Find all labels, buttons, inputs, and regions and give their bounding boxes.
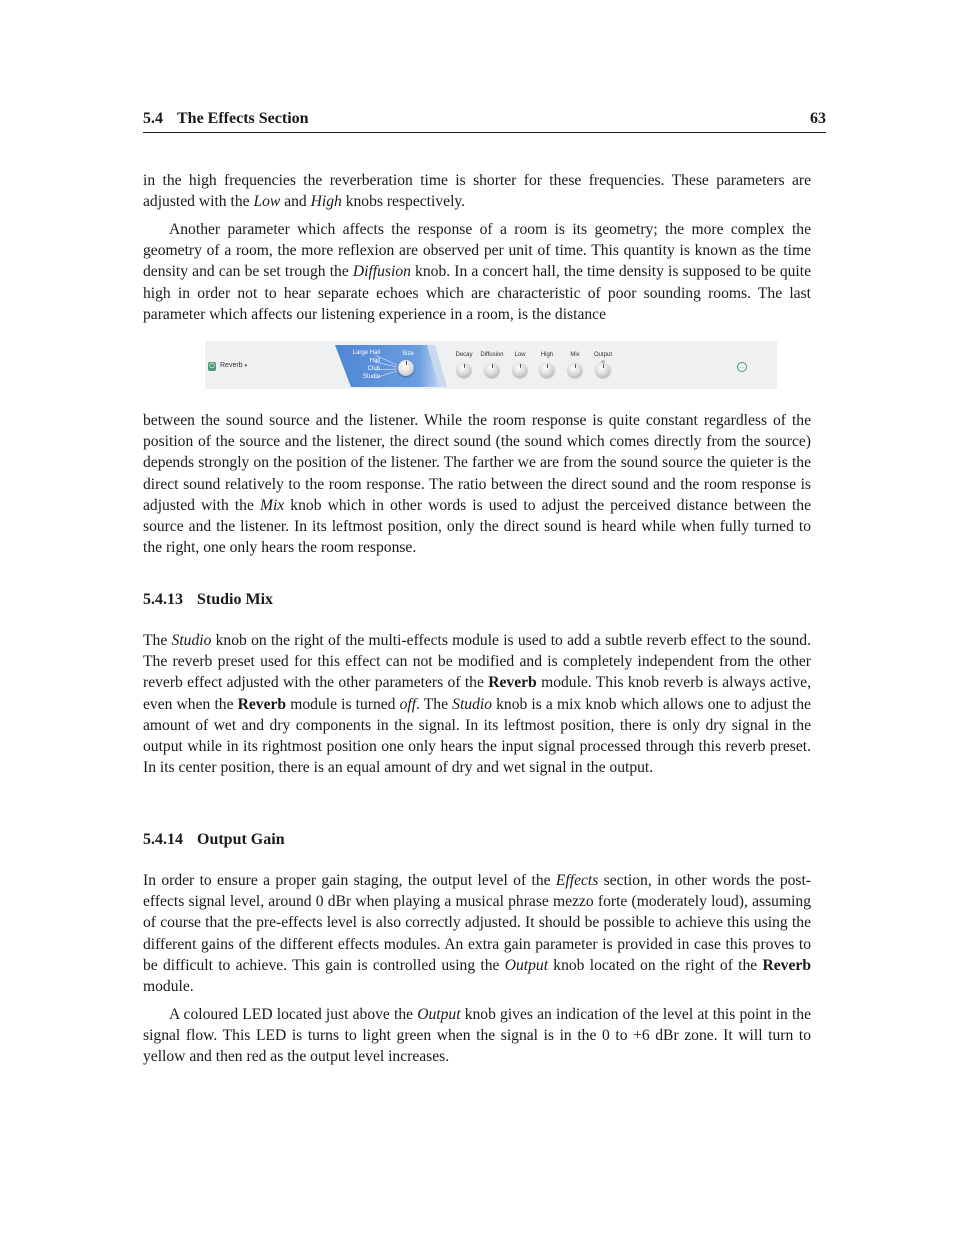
reverb-plugin-strip (205, 341, 777, 389)
emphasis-text: Studio (452, 695, 492, 713)
page-number: 63 (810, 110, 826, 127)
bold-text: Reverb (237, 695, 287, 713)
knob-label-decay: Decay (455, 352, 473, 358)
knob-label-mix: Mix (570, 352, 580, 358)
subsection-number: 5.4.13 (143, 591, 183, 608)
knob-label-diffusion: Diffusion (480, 352, 504, 358)
emphasis-text: Output (417, 1006, 461, 1023)
text-run: knob gives an indication of the level at this point in the signal flow. This LED is turns to light green when the signal is in the 0 to +6 dBr zone. It will turn to yellow and then red as the output level increases. (143, 1006, 811, 1066)
text-run: . The (416, 695, 453, 713)
subsection-heading (143, 591, 273, 609)
text-run: between the sound source and the listener. While the room response is quite constant regardless of the position of the source and the listener, the direct sound (the sound which comes directly from the source) depends strongly on the position of the listener. The farther we are from the sound source the quieter is the direct sound relatively to the room response. The ratio between the direct sound and the room response is adjusted with the (143, 412, 811, 514)
knob-indicator (492, 364, 493, 368)
header-section-title: The Effects Section (177, 110, 309, 127)
emphasis-text: Effects (555, 872, 599, 889)
output-knob[interactable] (596, 363, 610, 377)
text-run: knob located on the right of the (548, 956, 763, 974)
size-knob[interactable] (398, 360, 414, 376)
emphasis-text: Output (504, 956, 549, 974)
emphasis-text: Studio (171, 632, 212, 649)
knob-indicator (547, 364, 548, 368)
paragraph (143, 410, 811, 558)
text-run: knob is a mix knob which allows one to adjust the amount of wet and dry components in the signal. In its leftmost position, there is only dry signal in the output while in its rightmost position one only hears the input signal processed through this reverb preset. In its center position, there is an equal amount of dry and wet signal in the output. (143, 695, 811, 777)
knob-indicator (464, 364, 465, 368)
text-run: In order to ensure a proper gain staging, the output level of the (143, 872, 556, 889)
text-run: knob. In a concert hall, the time density is supposed to be quite high in order not to hear separate echoes which are characteristic of poor sounding rooms. The last parameter which affects our listening experience in a room, is the distance (143, 263, 811, 323)
chevron-down-icon: ▾ (244, 363, 248, 369)
reverb-type-hall[interactable]: Hall (369, 358, 380, 364)
reverb-type-studio[interactable]: Studio (362, 374, 380, 380)
emphasis-text: off (399, 695, 417, 713)
decay-knob[interactable] (457, 363, 471, 377)
bold-text: Reverb (488, 674, 537, 692)
emphasis-text: High (310, 193, 342, 211)
paragraph (143, 1004, 811, 1068)
reverb-type-club[interactable]: Club (367, 366, 380, 372)
knob-label-high: High (540, 352, 554, 358)
knob-label-low: Low (514, 352, 526, 358)
size-label: Size (402, 351, 414, 357)
text-run: Another parameter which affects the response of a room is its geometry; the more complex the geometry of a room, the more reflexion are observed per unit of time. This quantity is known as the time density and can be set trough the (143, 221, 811, 281)
bold-text: Reverb (762, 956, 811, 974)
subsection-title: Output Gain (197, 831, 285, 848)
text-run: knob on the right of the multi-effects module is used to add a subtle reverb effect to the sound. The reverb preset used for this effect can not be modified and is completely independent from the other reverb effect adjusted with the other parameters of the (143, 632, 811, 692)
module-selector[interactable] (220, 362, 247, 369)
text-run: in the high frequencies the reverberation time is shorter for these frequencies. These parameters are adjusted with the (143, 172, 811, 211)
paragraph (143, 870, 811, 997)
power-icon[interactable]: ⏻ (209, 363, 215, 370)
header-section (143, 110, 309, 128)
running-header (143, 110, 826, 133)
knob-indicator (520, 364, 521, 368)
reverb-type-large-hall[interactable]: Large Hall (352, 350, 380, 356)
mix-knob[interactable] (568, 363, 582, 377)
text-run: knobs respectively. (341, 193, 466, 211)
diffusion-knob[interactable] (485, 363, 499, 377)
text-run: section, in other words the post-effects signal level, around 0 dBr when playing a musical phrase mezzo forte (moderately loud), assuming of course that the pre-effects level is also correctly adjusted. It should be possible to achieve this using the different gains of the different effects modules. An extra gain parameter is provided in case this proves to be difficult to achieve. This gain is controlled using the (143, 872, 812, 974)
more-options-icon[interactable]: … (737, 362, 747, 372)
paragraph (143, 630, 811, 778)
text-run: knob which in other words is used to adjust the perceived distance between the source and the listener. In its leftmost position, only the direct sound is heard while when fully turned to the right, one only hears the room response. (143, 496, 811, 557)
text-run: and (280, 193, 311, 211)
text-run: module. This knob reverb is always active, even when the (143, 674, 812, 713)
low-knob[interactable] (513, 363, 527, 377)
subsection-heading (143, 831, 285, 849)
knob-indicator (575, 364, 576, 368)
subsection-title: Studio Mix (197, 591, 274, 608)
emphasis-text: Diffusion (352, 263, 411, 281)
high-knob[interactable] (540, 363, 554, 377)
emphasis-text: Mix (259, 496, 285, 514)
knob-indicator (406, 361, 407, 365)
emphasis-text: Low (253, 193, 281, 211)
subsection-number: 5.4.14 (143, 831, 183, 848)
knob-indicator (603, 364, 604, 368)
module-name: Reverb (220, 362, 243, 369)
text-run: module is turned (286, 695, 400, 713)
header-section-number: 5.4 (143, 110, 163, 127)
text-run: The (143, 632, 172, 649)
knob-label-output: Output (593, 352, 612, 358)
paragraph (143, 219, 811, 325)
paragraph (143, 170, 811, 212)
text-run: module. (143, 978, 194, 996)
text-run: A coloured LED located just above the (169, 1006, 418, 1023)
